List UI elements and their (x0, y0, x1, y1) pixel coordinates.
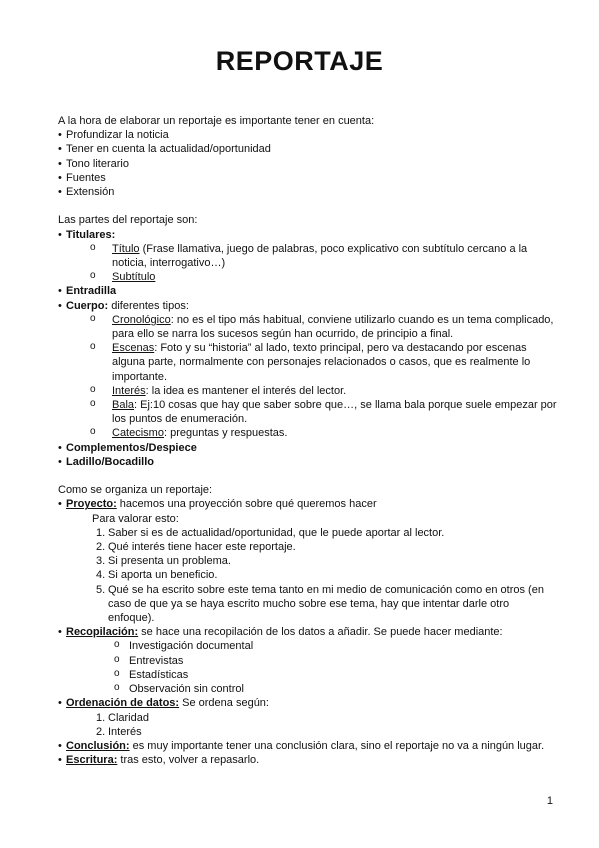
type-term: Cronológico (112, 313, 171, 326)
intro-text: A la hora de elaborar un reportaje es importante tener en cuenta: (58, 115, 375, 127)
list-item-conclusion (58, 739, 558, 753)
cuerpo-text: diferentes tipos: (108, 299, 189, 312)
intro-item: • Extensión (58, 185, 558, 199)
list-item-proyecto (58, 497, 558, 511)
sub-item-titulo (58, 242, 558, 270)
sub-item-type (58, 341, 558, 384)
sub-item-type (58, 426, 558, 440)
conclusion-text: es muy importante tener una conclusión clara, sino el reportaje no va a ningún lugar. (129, 739, 545, 752)
titulo-text: (Frase llamativa, juego de palabras, poco explicativo con subtítulo cercano a la noticia, interrogativo…) (112, 242, 528, 270)
titulo-term: Título (112, 242, 140, 255)
escritura-text: tras esto, volver a repasarlo. (117, 754, 260, 767)
cuerpo-label: Cuerpo: (66, 299, 109, 312)
numbered-item: 1. Saber si es de actualidad/oportunidad, que le puede aportar al lector. (96, 526, 445, 539)
complementos-label: Complementos/Despiece (66, 441, 197, 454)
proyecto-label: Proyecto: (66, 498, 117, 511)
type-text: : la idea es mantener el interés del lector. (145, 384, 347, 397)
list-item-ladillo (58, 455, 558, 469)
intro-item: • Tono literario (58, 157, 558, 171)
intro-item: • Fuentes (58, 171, 558, 185)
parts-heading: Las partes del reportaje son: (58, 214, 198, 227)
valorar-text: Para valorar esto: (92, 512, 179, 525)
ladillo-label: Ladillo/Bocadillo (66, 455, 155, 468)
type-term: Escenas (112, 342, 155, 355)
type-term: Interés (112, 384, 146, 397)
organize-heading: Como se organiza un reportaje: (58, 484, 213, 497)
list-item-titulares (58, 228, 558, 242)
sub-item-type (58, 313, 558, 341)
proyecto-text: hacemos una proyección sobre qué queremos hacer (116, 498, 377, 511)
type-term: Catecismo (112, 427, 164, 440)
titulares-label: Titulares: (66, 228, 116, 241)
page-number: 1 (546, 795, 553, 807)
sub-item-recopilacion: o Observación sin control (58, 682, 558, 696)
entradilla-label: Entradilla (66, 285, 117, 298)
type-text: : Foto y su “historia” al lado, texto principal, pero va destacando por escenas alguna parte, normalmente con personajes relacionados o casos, que es realmente lo importante. (112, 342, 531, 383)
numbered-item: 4. Si aporta un beneficio. (96, 569, 218, 582)
list-item-complementos (58, 441, 558, 455)
page-title: REPORTAJE (215, 46, 384, 76)
sub-item-recopilacion: o Estadísticas (58, 668, 558, 682)
conclusion-label: Conclusión: (66, 739, 130, 752)
subtitulo-term: Subtítulo (112, 271, 156, 284)
type-term: Bala (112, 399, 135, 412)
numbered-item: 2. Interés (96, 725, 142, 738)
type-text: : preguntas y respuestas. (163, 427, 288, 440)
list-item-recopilacion (58, 625, 558, 639)
list-item-cuerpo (58, 299, 558, 313)
recopilacion-text: se hace una recopilación de los datos a añadir. Se puede hacer mediante: (138, 626, 503, 639)
sub-item-type (58, 398, 558, 426)
document-page (58, 44, 558, 767)
numbered-item: 2. Qué interés tiene hacer este reportaje. (96, 541, 296, 554)
type-text: : no es el tipo más habitual, conviene utilizarlo cuando es un tema complicado, para ello se narra los sucesos según han ocurrido, de principio a final. (112, 313, 554, 341)
intro-item: • Tener en cuenta la actualidad/oportunidad (58, 142, 558, 156)
sub-item-recopilacion: o Entrevistas (58, 654, 558, 668)
list-item-escritura (58, 753, 558, 767)
intro-item: • Profundizar la noticia (58, 128, 558, 142)
numbered-item: 1. Claridad (96, 711, 149, 724)
list-item-ordenacion (58, 696, 558, 710)
numbered-item: 5. Qué se ha escrito sobre este tema tanto en mi medio de comunicación como en otros (en caso de que ya se haya escrito mucho sobre ese tema, hay que intentar darle otro enfoque). (96, 583, 544, 625)
list-item-entradilla (58, 284, 558, 298)
sub-item-subtitulo (58, 270, 558, 284)
ordenacion-label: Ordenación de datos: (66, 697, 180, 710)
numbered-item: 3. Si presenta un problema. (96, 555, 231, 568)
escritura-label: Escritura: (66, 754, 118, 767)
sub-item-type (58, 384, 558, 398)
type-text: : Ej:10 cosas que hay que saber sobre que…, se llama bala porque suele empezar por los puntos de enumeración. (112, 399, 557, 426)
recopilacion-label: Recopilación: (66, 626, 139, 639)
sub-item-recopilacion: o Investigación documental (58, 639, 558, 653)
ordenacion-text: Se ordena según: (179, 697, 269, 710)
